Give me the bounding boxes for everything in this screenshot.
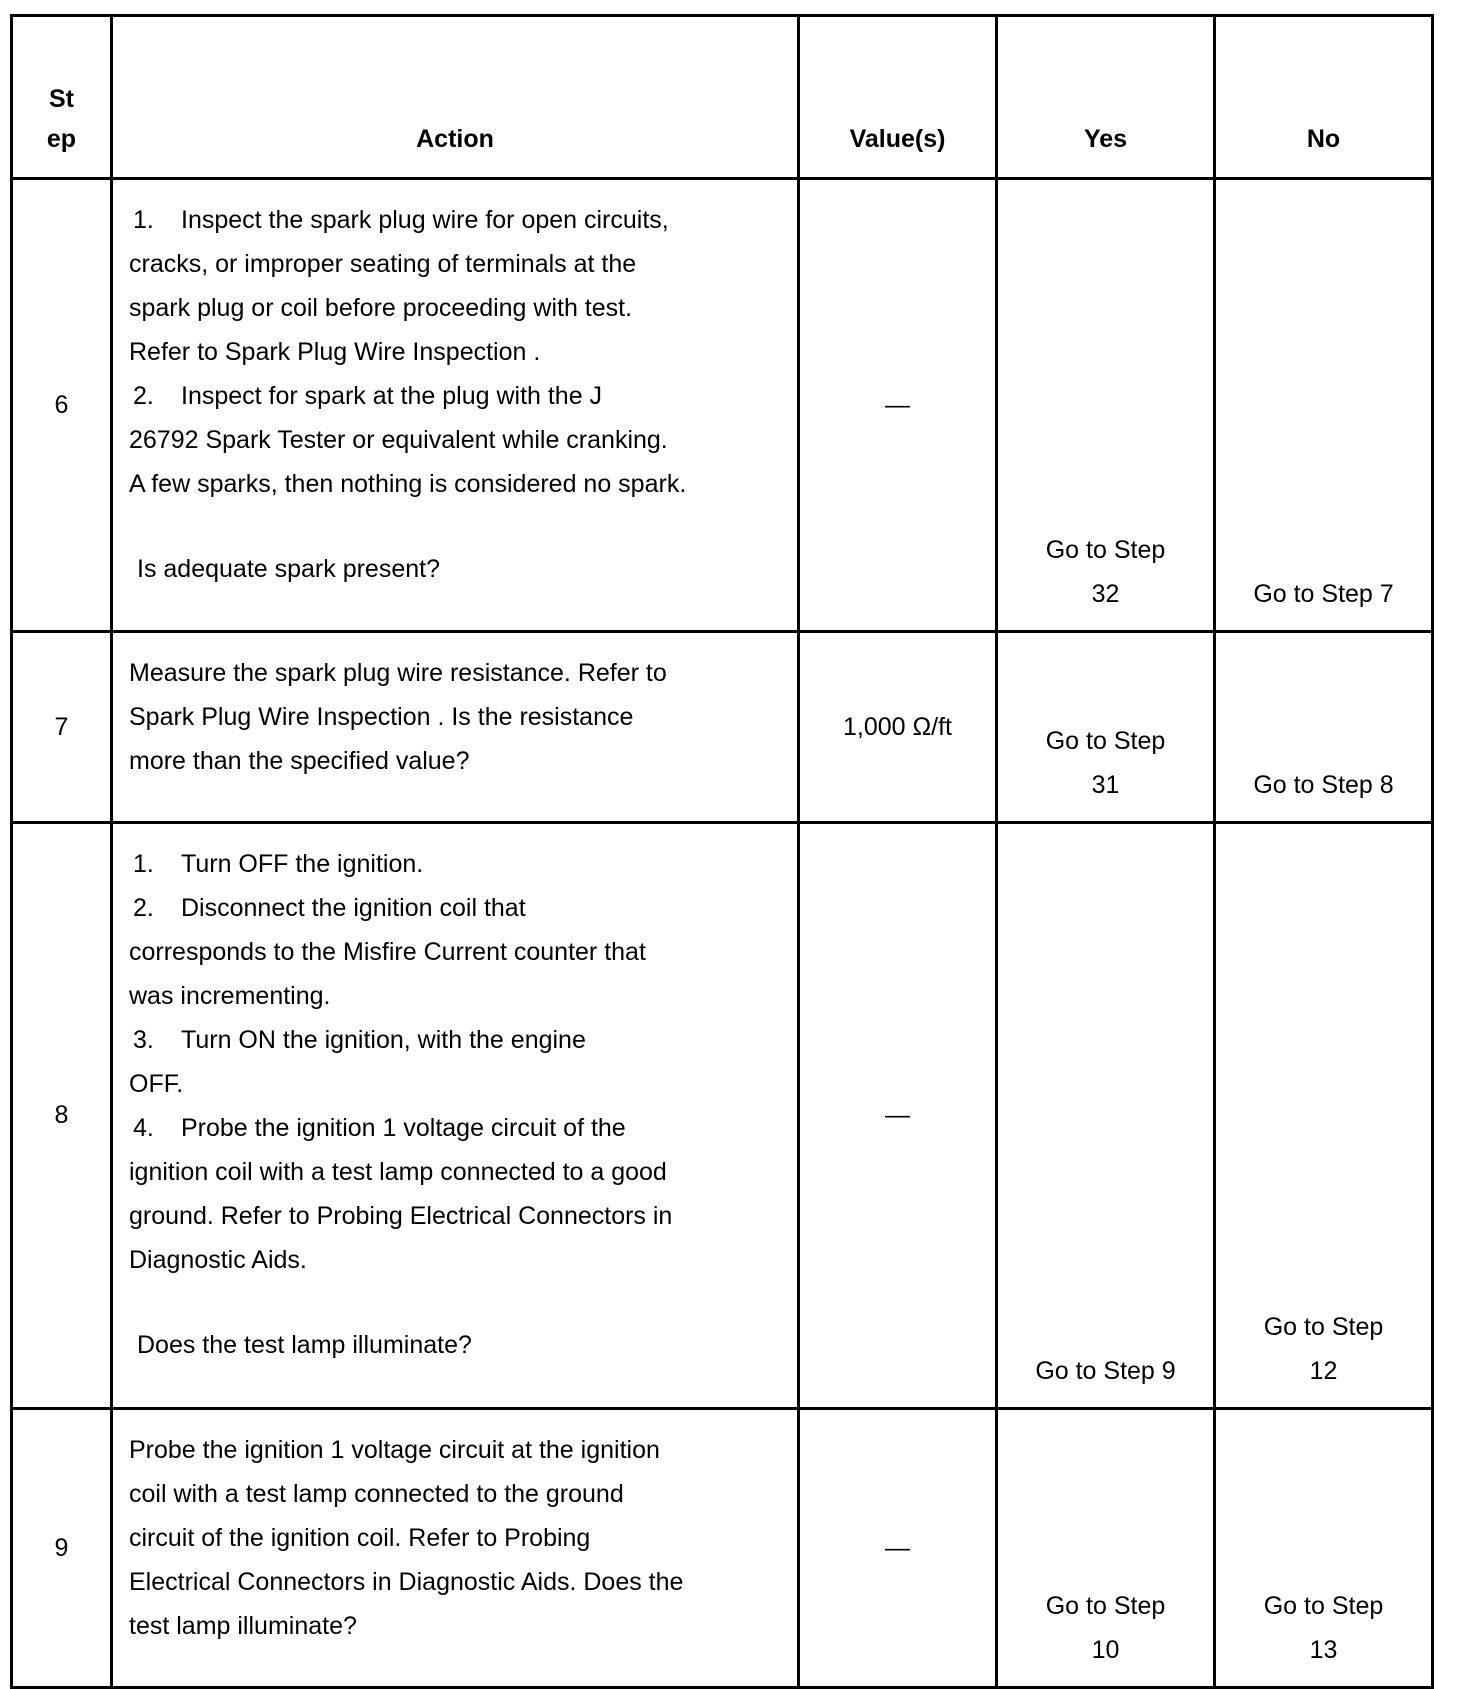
- table-row: [12, 632, 1433, 823]
- action-line-text: was incrementing.: [129, 982, 331, 1010]
- action-line-text: ignition coil with a test lamp connected to a good: [129, 1158, 667, 1186]
- value-cell: —: [799, 1409, 997, 1688]
- yes-cell: [997, 179, 1215, 632]
- action-line-text: Electrical Connectors in Diagnostic Aids. Does the: [129, 1568, 684, 1596]
- no-goto-text: Go to Step: [1263, 1313, 1384, 1341]
- action-step-number: 4.: [133, 1114, 154, 1142]
- step-number: 8: [12, 823, 112, 1409]
- yes-goto-text: 32: [1091, 580, 1120, 608]
- action-step-number: 2.: [133, 382, 154, 410]
- header-yes: Yes: [997, 16, 1215, 179]
- value-cell: —: [799, 823, 997, 1409]
- no-cell: [1215, 1409, 1433, 1688]
- action-line: [129, 286, 783, 330]
- action-line-text: Inspect for spark at the plug with the J: [181, 382, 603, 410]
- action-line: [129, 1018, 783, 1062]
- action-line-text: ground. Refer to Probing Electrical Connectors in: [129, 1202, 673, 1230]
- action-line-text: Diagnostic Aids.: [129, 1246, 307, 1274]
- yes-cell: [997, 1409, 1215, 1688]
- action-question: Does the test lamp illuminate?: [137, 1331, 472, 1359]
- no-cell: [1215, 632, 1433, 823]
- action-cell: [112, 823, 799, 1409]
- action-step-number: 1.: [133, 850, 154, 878]
- action-line: [129, 974, 783, 1018]
- action-line: [129, 842, 783, 886]
- action-line-text: Turn OFF the ignition.: [181, 850, 424, 878]
- action-cell: [112, 1409, 799, 1688]
- action-line: [129, 1604, 783, 1648]
- action-line-text: cracks, or improper seating of terminals at the: [129, 250, 637, 278]
- action-line: [129, 1238, 783, 1282]
- no-goto-text: Go to Step 8: [1253, 771, 1394, 799]
- action-line: [129, 1472, 783, 1516]
- yes-goto-text: Go to Step: [1045, 727, 1166, 755]
- no-cell: [1215, 823, 1433, 1409]
- no-goto-text: 12: [1309, 1357, 1338, 1385]
- action-line: [129, 886, 783, 930]
- yes-goto-text: Go to Step: [1045, 536, 1166, 564]
- yes-goto-text: Go to Step: [1045, 1592, 1166, 1620]
- step-number: 9: [12, 1409, 112, 1688]
- header-step-line2: ep: [46, 125, 77, 153]
- action-line-text: A few sparks, then nothing is considered no spark.: [129, 470, 687, 498]
- table-header-row: [12, 16, 1433, 179]
- action-line-text: test lamp illuminate?: [129, 1612, 357, 1640]
- yes-cell: [997, 823, 1215, 1409]
- action-question: Is adequate spark present?: [137, 555, 440, 583]
- action-line: [129, 1428, 783, 1472]
- action-line-text: circuit of the ignition coil. Refer to Probing: [129, 1524, 591, 1552]
- header-values: Value(s): [799, 16, 997, 179]
- action-line: [129, 198, 783, 242]
- action-step-number: 2.: [133, 894, 154, 922]
- action-cell: [112, 179, 799, 632]
- action-line-text: Spark Plug Wire Inspection . Is the resistance: [129, 703, 634, 731]
- header-action: Action: [112, 16, 799, 179]
- yes-cell: [997, 632, 1215, 823]
- action-line: [129, 462, 783, 506]
- header-step-line1: St: [49, 85, 74, 113]
- action-step-number: 1.: [133, 206, 154, 234]
- action-line-text: Measure the spark plug wire resistance. Refer to: [129, 659, 667, 687]
- value-cell: —: [799, 179, 997, 632]
- action-line-text: Disconnect the ignition coil that: [181, 894, 526, 922]
- action-line: [129, 242, 783, 286]
- action-line-text: corresponds to the Misfire Current counter that: [129, 938, 646, 966]
- table-row: [12, 1409, 1433, 1688]
- action-line: [129, 330, 783, 374]
- yes-goto-text: Go to Step 9: [1035, 1357, 1176, 1385]
- diagnostic-table: [10, 14, 1434, 1689]
- action-line-text: Turn ON the ignition, with the engine: [181, 1026, 586, 1054]
- table-row: [12, 823, 1433, 1409]
- action-line: [129, 1150, 783, 1194]
- action-line: [129, 1062, 783, 1106]
- action-line-text: OFF.: [129, 1070, 184, 1098]
- action-line: [129, 695, 783, 739]
- action-line: [129, 374, 783, 418]
- step-number: 6: [12, 179, 112, 632]
- step-number: 7: [12, 632, 112, 823]
- header-no: No: [1215, 16, 1433, 179]
- action-step-number: 3.: [133, 1026, 154, 1054]
- yes-goto-text: 31: [1091, 771, 1120, 799]
- action-line-text: Probe the ignition 1 voltage circuit of the: [181, 1114, 626, 1142]
- action-line: [129, 1194, 783, 1238]
- no-goto-text: Go to Step: [1263, 1592, 1384, 1620]
- action-line-text: Probe the ignition 1 voltage circuit at the ignition: [129, 1436, 660, 1464]
- action-line: [129, 651, 783, 695]
- action-line-text: Inspect the spark plug wire for open circuits,: [181, 206, 669, 234]
- action-line-text: 26792 Spark Tester or equivalent while cranking.: [129, 426, 668, 454]
- action-line: [129, 739, 783, 783]
- action-line-text: Refer to Spark Plug Wire Inspection .: [129, 338, 541, 366]
- table-row: [12, 179, 1433, 632]
- action-line: [129, 418, 783, 462]
- action-cell: [112, 632, 799, 823]
- action-line: [129, 930, 783, 974]
- action-line: [129, 1560, 783, 1604]
- no-goto-text: Go to Step 7: [1253, 580, 1394, 608]
- action-line: [129, 1516, 783, 1560]
- no-goto-text: 13: [1309, 1636, 1338, 1664]
- value-cell: 1,000 Ω/ft: [799, 632, 997, 823]
- header-step: [12, 16, 112, 179]
- action-line: [129, 1106, 783, 1150]
- table-body: [12, 179, 1433, 1688]
- action-line-text: spark plug or coil before proceeding with test.: [129, 294, 633, 322]
- yes-goto-text: 10: [1091, 1636, 1120, 1664]
- no-cell: [1215, 179, 1433, 632]
- action-line-text: coil with a test lamp connected to the ground: [129, 1480, 624, 1508]
- action-line-text: more than the specified value?: [129, 747, 470, 775]
